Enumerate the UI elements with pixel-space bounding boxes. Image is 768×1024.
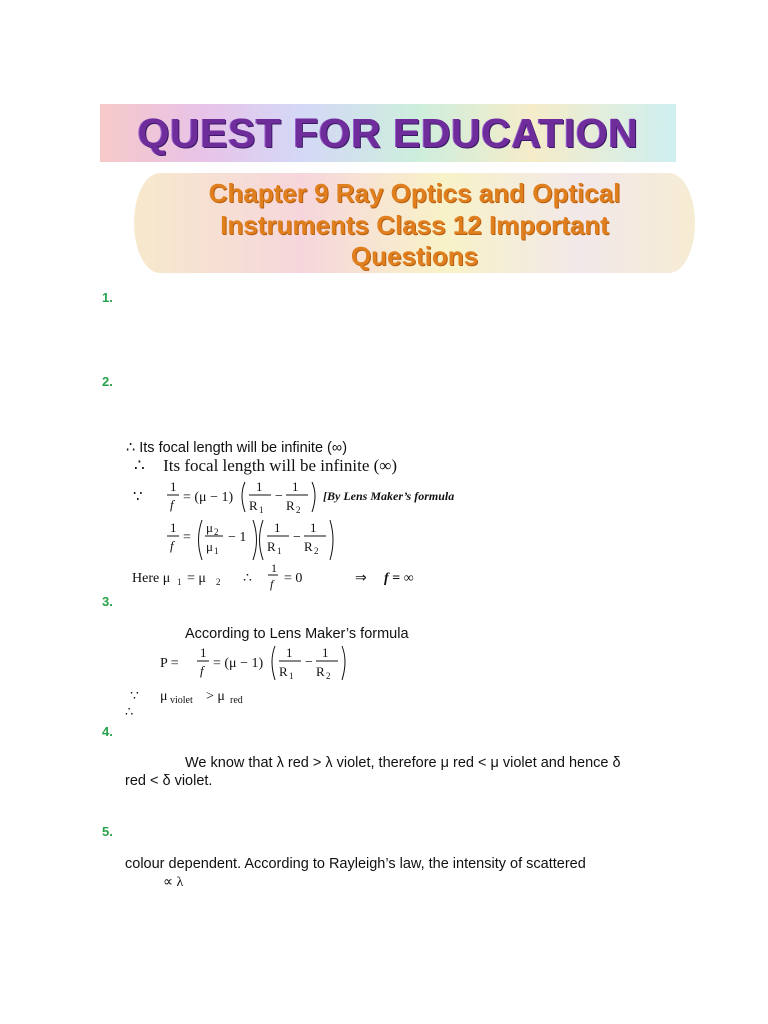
question-2-focal-line: [134, 456, 397, 476]
svg-text:2: 2: [214, 527, 219, 537]
svg-text:1: 1: [289, 671, 294, 681]
lens-maker-note: [By Lens Maker’s formula: [323, 489, 455, 503]
svg-text:= 0: = 0: [284, 571, 303, 586]
svg-text:2: 2: [314, 546, 319, 556]
question-2-answer-text: ∴ Its focal length will be infinite (∞): [126, 440, 348, 456]
svg-text:f: f: [200, 663, 204, 678]
svg-text:μ: μ: [206, 520, 213, 535]
mu-red-label: red: [230, 695, 243, 706]
svg-text:R: R: [279, 664, 288, 679]
brand-title: QUEST FOR EDUCATION: [137, 109, 639, 156]
svg-text:μ: μ: [160, 689, 168, 704]
power-symbol: P =: [160, 656, 179, 671]
svg-text:∵: ∵: [130, 689, 139, 704]
question-2-number: 2.: [102, 374, 113, 389]
because-symbol: ∵: [133, 489, 143, 505]
focal-result: f = ∞: [384, 571, 414, 586]
svg-text:⇒: ⇒: [355, 571, 367, 586]
question-4-answer-line-1: We know that λ red > λ violet, therefore μ red < μ violet and hence δ: [185, 755, 621, 771]
svg-text:1: 1: [277, 546, 282, 556]
svg-text:1: 1: [292, 479, 299, 494]
svg-text:1: 1: [200, 645, 207, 660]
question-5-proportional: ∝ λ: [163, 875, 184, 890]
svg-text:2: 2: [216, 577, 221, 587]
svg-text:= (μ − 1): = (μ − 1): [213, 656, 264, 671]
svg-text:1: 1: [256, 479, 263, 494]
svg-text:R: R: [286, 498, 295, 513]
chapter-title-line-3: Questions: [350, 241, 479, 271]
focal-length-statement: Its focal length will be infinite (∞): [163, 456, 398, 475]
svg-text:−: −: [275, 489, 283, 504]
therefore-symbol: ∴: [134, 456, 145, 475]
svg-text:−: −: [305, 655, 313, 670]
question-3-therefore: ∴: [125, 704, 134, 719]
question-4-answer-line-2: red < δ violet.: [125, 773, 213, 789]
svg-text:= (μ − 1): = (μ − 1): [183, 490, 234, 505]
svg-text:∴: ∴: [243, 571, 252, 586]
svg-text:1: 1: [271, 561, 277, 575]
here-text: Here μ: [132, 571, 171, 586]
svg-text:2: 2: [296, 505, 301, 515]
chapter-title: [134, 178, 695, 274]
svg-text:1: 1: [177, 577, 182, 587]
svg-text:1: 1: [286, 645, 293, 660]
svg-text:1: 1: [259, 505, 264, 515]
svg-text:f: f: [170, 538, 174, 553]
svg-text:> μ: > μ: [206, 689, 225, 704]
question-3-answer-text: According to Lens Maker’s formula: [185, 626, 409, 642]
question-2-equations: [125, 474, 505, 594]
svg-text:=: =: [183, 530, 191, 545]
svg-text:1: 1: [274, 520, 281, 535]
svg-text:2: 2: [326, 671, 331, 681]
svg-text:R: R: [249, 498, 258, 513]
svg-text:= μ: = μ: [187, 571, 206, 586]
question-5-number: 5.: [102, 824, 113, 839]
question-4-number: 4.: [102, 724, 113, 739]
svg-text:1: 1: [310, 520, 317, 535]
svg-text:f: f: [270, 577, 274, 591]
question-1-number: 1.: [102, 290, 113, 305]
svg-text:R: R: [304, 539, 313, 554]
question-3-equations: [125, 640, 385, 720]
svg-text:R: R: [316, 664, 325, 679]
svg-text:− 1: − 1: [228, 530, 247, 545]
svg-text:1: 1: [214, 546, 219, 556]
svg-text:−: −: [293, 530, 301, 545]
mu-violet-label: violet: [170, 695, 193, 706]
chapter-title-line-2: Instruments Class 12 Important: [220, 209, 609, 240]
svg-text:f: f: [170, 497, 174, 512]
fraction-1-numerator: 1: [170, 479, 177, 494]
svg-text:R: R: [267, 539, 276, 554]
question-3-number: 3.: [102, 594, 113, 609]
svg-text:μ: μ: [206, 539, 213, 554]
svg-text:1: 1: [322, 645, 329, 660]
question-5-answer-text: colour dependent. According to Rayleigh’s law, the intensity of scattered: [125, 856, 586, 872]
chapter-title-line-1: Chapter 9 Ray Optics and Optical: [208, 178, 621, 208]
svg-text:1: 1: [170, 520, 177, 535]
